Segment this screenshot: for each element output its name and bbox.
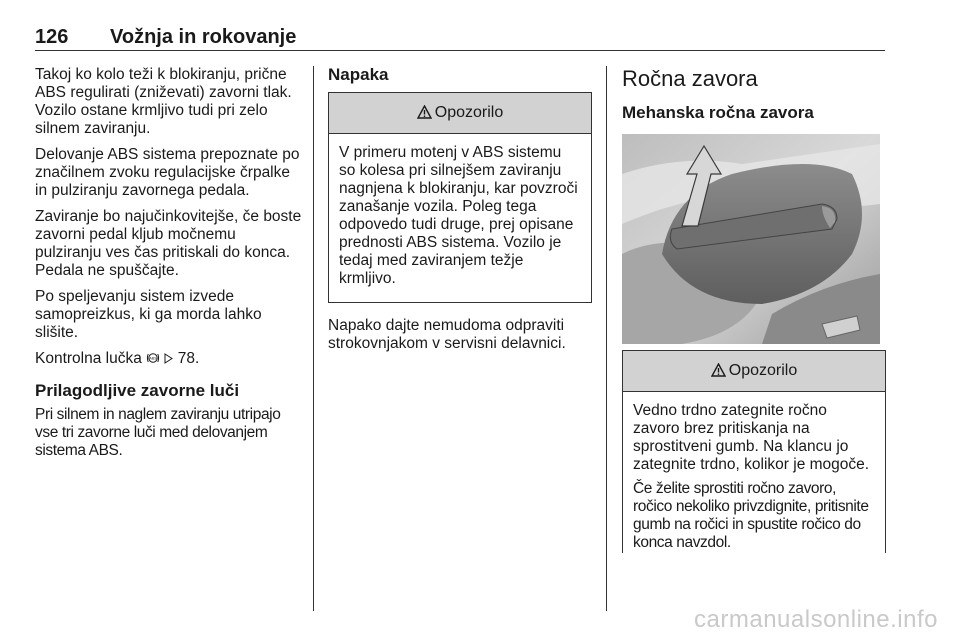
subtitle-mechanical-handbrake: Mehanska ročna zavora bbox=[622, 103, 814, 122]
warning-body bbox=[329, 134, 591, 302]
column-divider-1 bbox=[313, 66, 314, 611]
watermark: carmanualsonline.info bbox=[694, 606, 938, 633]
column-left bbox=[35, 66, 303, 468]
svg-text:ABS: ABS bbox=[149, 356, 157, 361]
paragraph-abs-sound: Delovanje ABS sistema prepoznate po značilnem zvoku regulacijske črpalke in pulziranju zavornega pedala. bbox=[35, 146, 300, 199]
warning-handbrake-release: Če želite sprostiti ročno zavoro, ročico nekoliko privzdignite, pritisnite gumb na ročici in spustite ročico do konca navzdol. bbox=[633, 480, 869, 551]
warning-text: V primeru motenj v ABS sistemu so kolesa pri silnejšem zaviranju nagnjena k blokiranju, kar povzroči zanašanje vozila. Poleg tega odpovedo tudi druge, prej opisane prednosti ABS sistema. Vozilo je tedaj med zaviranjem težje krmljivo. bbox=[339, 144, 578, 287]
warning-header bbox=[329, 93, 591, 134]
paragraph-abs-regulation: Takoj ko kolo teži k blokiranju, prične ABS regulirati (zniževati) zavorni tlak. Vozilo ostane krmljivo tudi pri zelo silnem zaviranju. bbox=[35, 66, 292, 137]
page-ref-arrow-icon bbox=[164, 350, 173, 367]
column-right bbox=[622, 66, 884, 356]
control-light-label: Kontrolna lučka bbox=[35, 350, 147, 367]
page-number: 126 bbox=[35, 26, 69, 48]
paragraph-braking: Zaviranje bo najučinkovitejše, če boste zavorni pedal kljub močnemu pulziranju ves čas pritiskali do konca. Pedala ne spuščajte. bbox=[35, 208, 302, 279]
chapter-title: Vožnja in rokovanje bbox=[110, 26, 297, 48]
heading-fault: Napaka bbox=[328, 65, 389, 84]
warning-handbrake-apply: Vedno trdno zategnite ročno zavoro brez pritiskanja na sprostitveni gumb. Na klancu jo zategnite trdno, kolikor je mogoče. bbox=[633, 402, 870, 473]
warning-box-handbrake bbox=[622, 350, 886, 553]
paragraph-self-test: Po speljevanju sistem izvede samopreizkus, ki ga morda lahko slišite. bbox=[35, 288, 262, 341]
paragraph-brake-lights: Pri silnem in naglem zaviranju utripajo vse tri zavorne luči med delovanjem sistema ABS. bbox=[35, 406, 281, 459]
paragraph-fault-repair: Napako dajte nemudoma odpraviti strokovnjakom v servisni delavnici. bbox=[328, 317, 566, 352]
warning-header-handbrake bbox=[623, 351, 885, 392]
warning-box-abs bbox=[328, 92, 592, 303]
warning-body-handbrake bbox=[623, 392, 885, 566]
page-header bbox=[35, 26, 885, 51]
column-middle bbox=[328, 66, 592, 361]
paragraph-control-light bbox=[35, 350, 303, 368]
column-divider-2 bbox=[606, 66, 607, 611]
warning-triangle-icon bbox=[711, 353, 726, 393]
warning-title-handbrake: Opozorilo bbox=[728, 362, 798, 379]
abs-light-icon bbox=[146, 350, 160, 367]
warning-title: Opozorilo bbox=[434, 104, 504, 121]
heading-adaptive-brake-lights: Prilagodljive zavorne luči bbox=[35, 381, 240, 400]
warning-triangle-icon bbox=[417, 95, 432, 135]
handbrake-illustration bbox=[622, 134, 880, 344]
control-light-page-ref[interactable]: 78. bbox=[177, 350, 200, 367]
section-title-handbrake: Ročna zavora bbox=[622, 66, 758, 91]
